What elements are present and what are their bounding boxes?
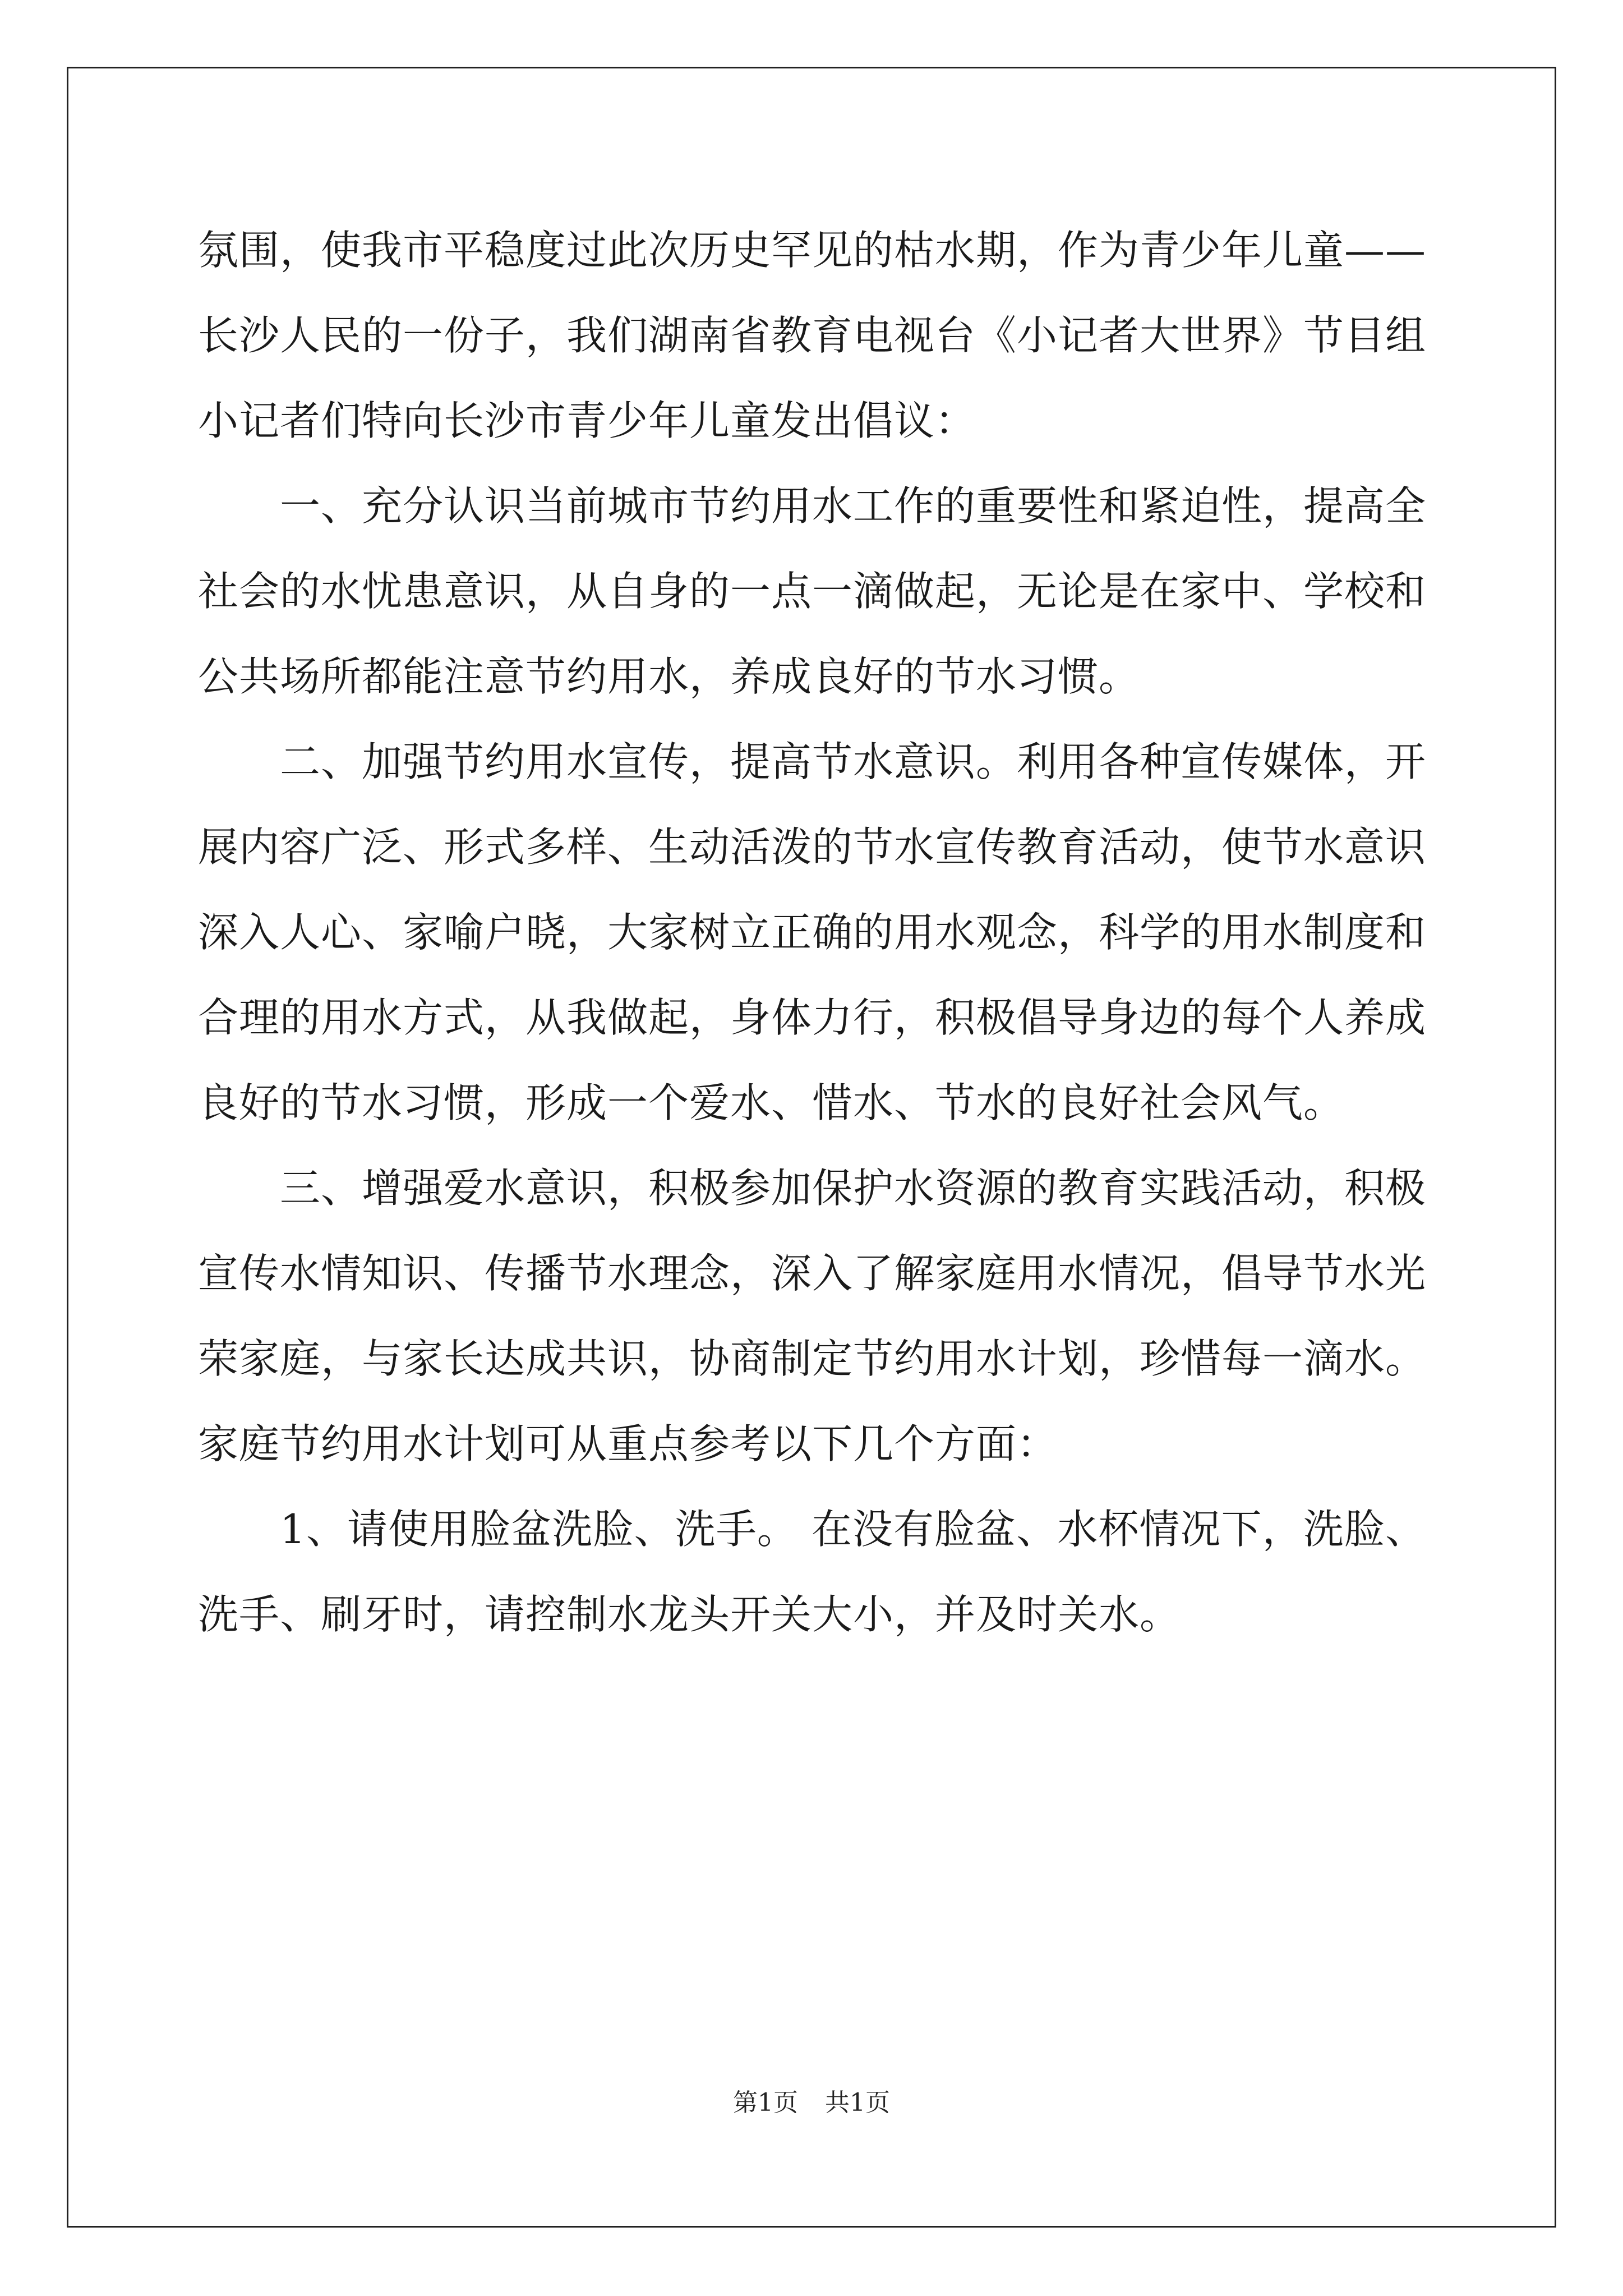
paragraph-plan-intro: 家庭节约用水计划可从重点参考以下几个方面：: [198, 1420, 1058, 1467]
document-body: [198, 208, 1426, 1657]
page-number: 第1页: [733, 2088, 798, 2117]
paragraph-intro: 氛围，使我市平稳度过此次历史罕见的枯水期，作为青少年儿童——长沙人民的一份子，我们湖南省教育电视台《小记者大世界》节目组小记者们特向长沙市青少年儿童发出倡议：: [198, 227, 1427, 444]
page-footer: [0, 2082, 1623, 2118]
paragraph-point-two: 二、加强节约用水宣传，提高节水意识。利用各种宣传媒体，开展内容广泛、形式多样、生动活泼的节水宣传教育活动，使节水意识深入人心、家喻户晓，大家树立正确的用水观念，科学的用水制度和合理的用水方式，从我做起，身体力行，积极倡导身边的每个人养成良好的节水习惯，形成一个爱水、惜水、节水的良好社会风气。: [198, 738, 1427, 1126]
page-total: 共1页: [825, 2088, 890, 2117]
paragraph-point-one: 一、充分认识当前城市节约用水工作的重要性和紧迫性，提高全社会的水忧患意识，从自身的一点一滴做起，无论是在家中、学校和公共场所都能注意节约用水，养成良好的节水习惯。: [198, 482, 1427, 700]
paragraph-point-three: 三、增强爱水意识，积极参加保护水资源的教育实践活动，积极宣传水情知识、传播节水理念，深入了解家庭用水情况，倡导节水光荣家庭，与家长达成共识，协商制定节约用水计划，珍惜每一滴水。: [198, 1165, 1427, 1382]
paragraph-plan-item-one: 1、请使用脸盆洗脸、洗手。 在没有脸盆、水杯情况下，洗脸、洗手、刷牙时，请控制水龙头开关大小，并及时关水。: [198, 1506, 1426, 1638]
